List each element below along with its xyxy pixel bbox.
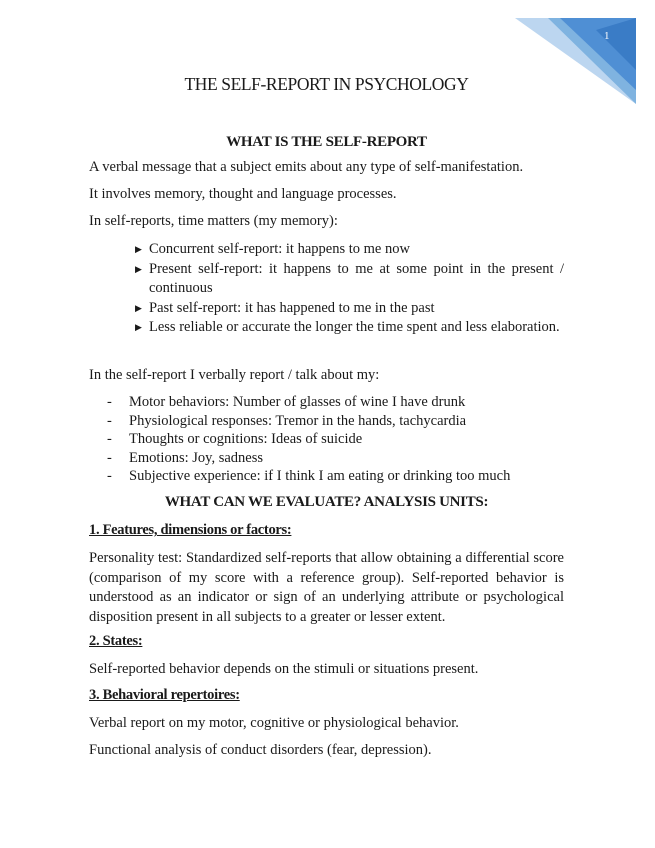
features-paragraph: Personality test: Standardized self-reports that allow obtaining a differential score (comparison of my score with a reference group). Self-reported behavior is understood as an indicator or sign of an underlying attribute or psychological disposition present in all subjects to a greater or lesser extent. — [89, 550, 564, 625]
bullet-arrow-icon: ▶ — [135, 322, 142, 332]
list-item: ▶ Concurrent self-report: it happens to me now — [133, 240, 564, 260]
list-item: - Thoughts or cognitions: Ideas of suicide — [107, 431, 363, 448]
bullet-arrow-icon: ▶ — [135, 263, 142, 274]
list-item: - Emotions: Joy, sadness — [107, 449, 263, 466]
definition-paragraph: A verbal message that a subject emits about any type of self-manifestation. — [89, 159, 524, 175]
time-bullet-list — [133, 240, 564, 338]
states-paragraph: Self-reported behavior depends on the stimuli or situations present. — [89, 661, 479, 677]
list-item: ▶ Past self-report: it has happened to me in the past — [133, 299, 564, 319]
repertoires-paragraph: Verbal report on my motor, cognitive or physiological behavior. — [89, 715, 459, 731]
subheading-features: 1. Features, dimensions or factors: — [89, 522, 292, 538]
subheading-repertoires: 3. Behavioral repertoires: — [89, 687, 240, 703]
list-item: - Subjective experience: if I think I am eating or drinking too much — [107, 468, 511, 485]
bullet-arrow-icon: ▶ — [135, 302, 142, 313]
report-intro-paragraph: In the self-report I verbally report / talk about my: — [89, 367, 380, 383]
involves-paragraph: It involves memory, thought and language processes. — [89, 186, 397, 202]
list-item: ▶ Present self-report: it happens to me at some point in the present / continuous — [135, 260, 564, 296]
bullet-arrow-icon: ▶ — [135, 244, 142, 254]
page-number: 1 — [604, 30, 610, 42]
subheading-states: 2. States: — [89, 633, 143, 649]
section-heading-analysis-units: WHAT CAN WE EVALUATE? ANALYSIS UNITS: — [164, 494, 489, 510]
report-dash-list — [107, 393, 564, 486]
list-item: - Physiological responses: Tremor in the hands, tachycardia — [107, 412, 467, 429]
functional-analysis-paragraph: Functional analysis of conduct disorders (fear, depression). — [89, 742, 432, 758]
time-intro-paragraph: In self-reports, time matters (my memory): — [89, 213, 338, 229]
section-heading-what-is: WHAT IS THE SELF-REPORT — [226, 134, 427, 150]
document-title: THE SELF-REPORT IN PSYCHOLOGY — [184, 74, 469, 94]
list-item: - Motor behaviors: Number of glasses of wine I have drunk — [107, 394, 466, 410]
list-item: ▶ Less reliable or accurate the longer the time spent and less elaboration. — [133, 318, 564, 338]
